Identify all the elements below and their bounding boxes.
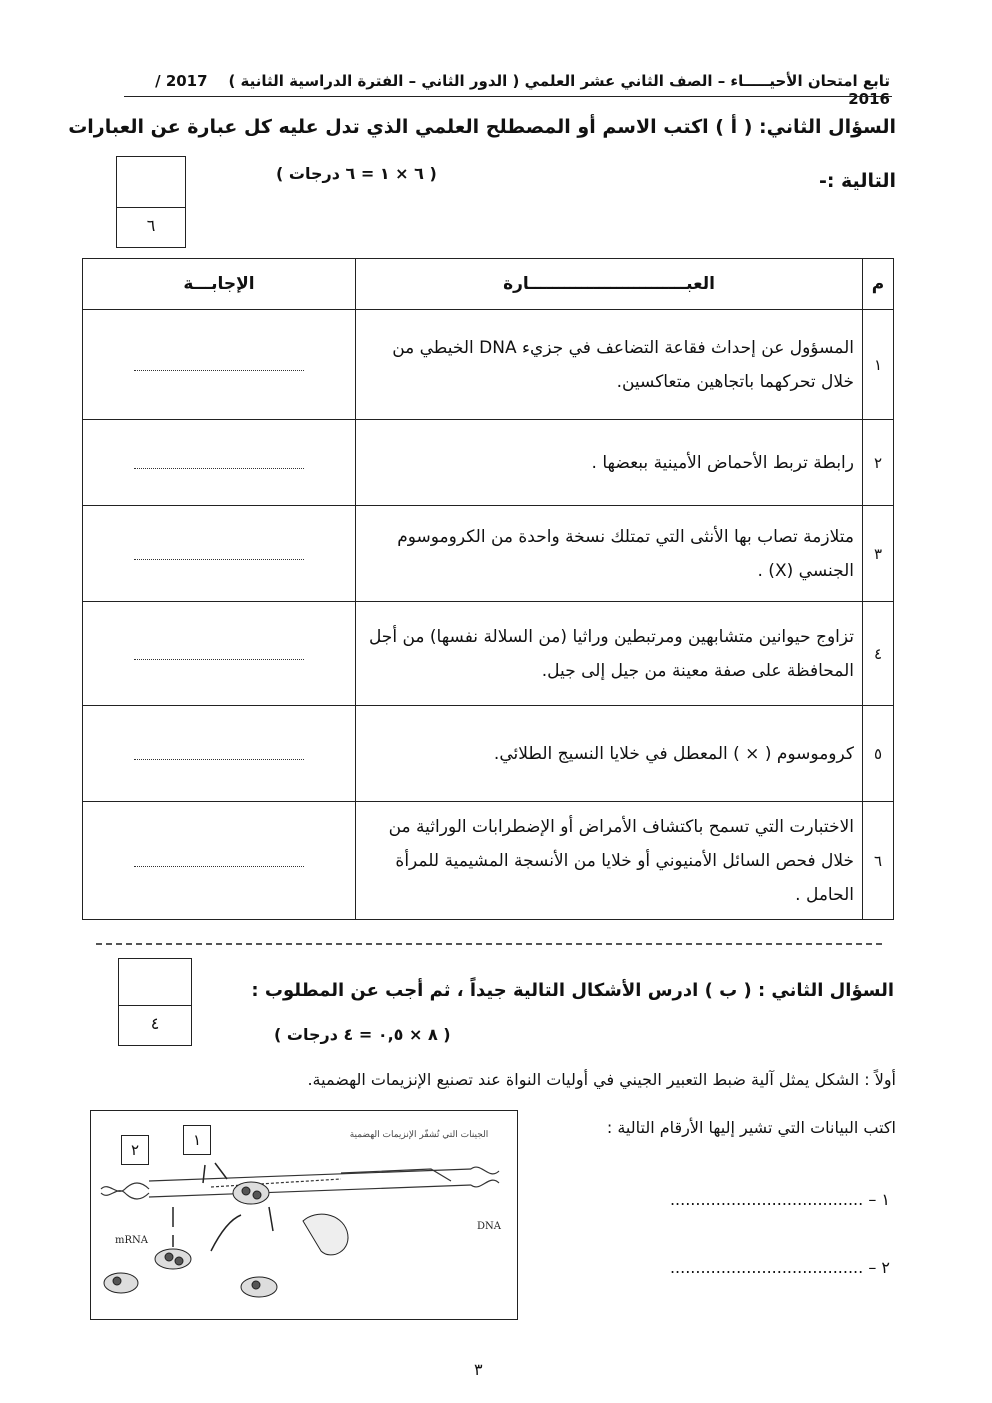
score-blank-cell[interactable] [117, 157, 185, 208]
table-header-row [83, 259, 894, 310]
exam-header-title: تابع امتحان الأحيـــــاء – الصف الثاني عشر العلمي ( الدور الثاني – الفترة الدراسية الثانية ) [228, 72, 890, 90]
row-statement: المسؤول عن إحداث فقاعة التضاعف في جزيء DNA الخيطي من خلال تحركهما باتجاهين متعاكسين. [356, 310, 863, 420]
table-row [83, 602, 894, 706]
answer-label: ٢ – [868, 1258, 890, 1277]
table-row [83, 802, 894, 920]
part-a-score-value: ٦ [146, 216, 156, 235]
part-a-title-cont: التالية :- [818, 170, 896, 192]
answer-dots [134, 647, 304, 660]
answer-cell[interactable] [83, 420, 356, 506]
answer-line-1[interactable] [670, 1190, 890, 1209]
table-row [83, 310, 894, 420]
answer-line-2[interactable] [670, 1258, 890, 1277]
col-num-header: م [863, 259, 894, 310]
answer-dots [134, 358, 304, 371]
answer-cell[interactable] [83, 706, 356, 802]
row-num: ٥ [863, 706, 894, 802]
gene-regulation-figure [90, 1110, 518, 1320]
part-b-score-value: ٤ [150, 1014, 160, 1033]
row-statement: متلازمة تصاب بها الأنثى التي تمتلك نسخة واحدة من الكروموسوم الجنسي (X) . [356, 506, 863, 602]
row-num: ٤ [863, 602, 894, 706]
answer-dots: ...................................... [669, 1258, 864, 1277]
part-b-marks: ( ٨ × ٠,٥ = ٤ درجات ) [274, 1025, 451, 1044]
part-a-marks: ( ٦ × ١ = ٦ درجات ) [276, 164, 437, 183]
instruction: اكتب البيانات التي تشير إليها الأرقام التالية : [606, 1118, 896, 1137]
part-b-title: السؤال الثاني : ( ب ) ادرس الأشكال التالية جيداً ، ثم أجب عن المطلوب : [251, 980, 894, 1001]
answer-dots [134, 854, 304, 867]
part-b-score-box [118, 958, 192, 1046]
terms-table [82, 258, 894, 920]
row-num: ٢ [863, 420, 894, 506]
answer-cell[interactable] [83, 506, 356, 602]
row-statement: الاختبارت التي تسمح باكتشاف الأمراض أو الإضطرابات الوراثية من خلال فحص السائل الأمنيوني أو خلايا من الأنسجة المشيمية للمرأة الحامل . [356, 802, 863, 920]
arrows [173, 1163, 273, 1251]
answer-dots [134, 747, 304, 760]
answer-cell[interactable] [83, 602, 356, 706]
table-row [83, 706, 894, 802]
answer-cell[interactable] [83, 310, 356, 420]
repressor-protein [233, 1182, 269, 1204]
row-num: ٣ [863, 506, 894, 602]
row-statement: تزاوج حيوانين متشابهين ومرتبطين وراثيا (من السلالة نفسها) من أجل المحافظة على صفة معينة من جيل إلى جيل. [356, 602, 863, 706]
row-num: ٦ [863, 802, 894, 920]
answer-dots [134, 456, 304, 469]
answer-label: ١ – [868, 1190, 890, 1209]
first-label: أولاً : الشكل يمثل آلية ضبط التعبير الجيني في أوليات النواة عند تصنيع الإنزيمات الهضمية. [307, 1070, 896, 1089]
exam-header [128, 72, 890, 108]
col-answer-header: الإجابـــة [83, 259, 356, 310]
gene-regulation-diagram [91, 1111, 517, 1319]
label-box-1: ١ [183, 1125, 211, 1155]
row-num: ١ [863, 310, 894, 420]
table-row [83, 506, 894, 602]
part-a-title: السؤال الثاني: ( أ ) اكتب الاسم أو المصطلح العلمي الذي تدل عليه كل عبارة عن العبارات [68, 116, 896, 138]
table-row [83, 420, 894, 506]
exam-header-year: 2017 / 2016 [155, 72, 890, 108]
col-statement-header: العبـــــــــــــــــــــــــــارة [356, 259, 863, 310]
answer-dots [134, 547, 304, 560]
page-number: ٣ [474, 1360, 483, 1379]
header-divider [124, 96, 892, 97]
part-a-score-box [116, 156, 186, 248]
mrna-complex [104, 1249, 277, 1297]
answer-dots: ...................................... [669, 1190, 864, 1209]
row-statement: كروموسوم ( × ) المعطل في خلايا النسيج الطلائي. [356, 706, 863, 802]
dna-label: DNA [477, 1221, 501, 1232]
score-blank-cell[interactable] [119, 959, 191, 1006]
label-box-2: ٢ [121, 1135, 149, 1165]
genes-note: الجينات التي تُشفّر الإنزيمات الهضمية [349, 1130, 489, 1140]
section-separator [96, 943, 882, 945]
mrna-label: mRNA [115, 1235, 148, 1246]
enzyme-shape [303, 1214, 348, 1255]
dna-strand [101, 1167, 499, 1199]
row-statement: رابطة تربط الأحماض الأمينية ببعضها . [356, 420, 863, 506]
answer-cell[interactable] [83, 802, 356, 920]
